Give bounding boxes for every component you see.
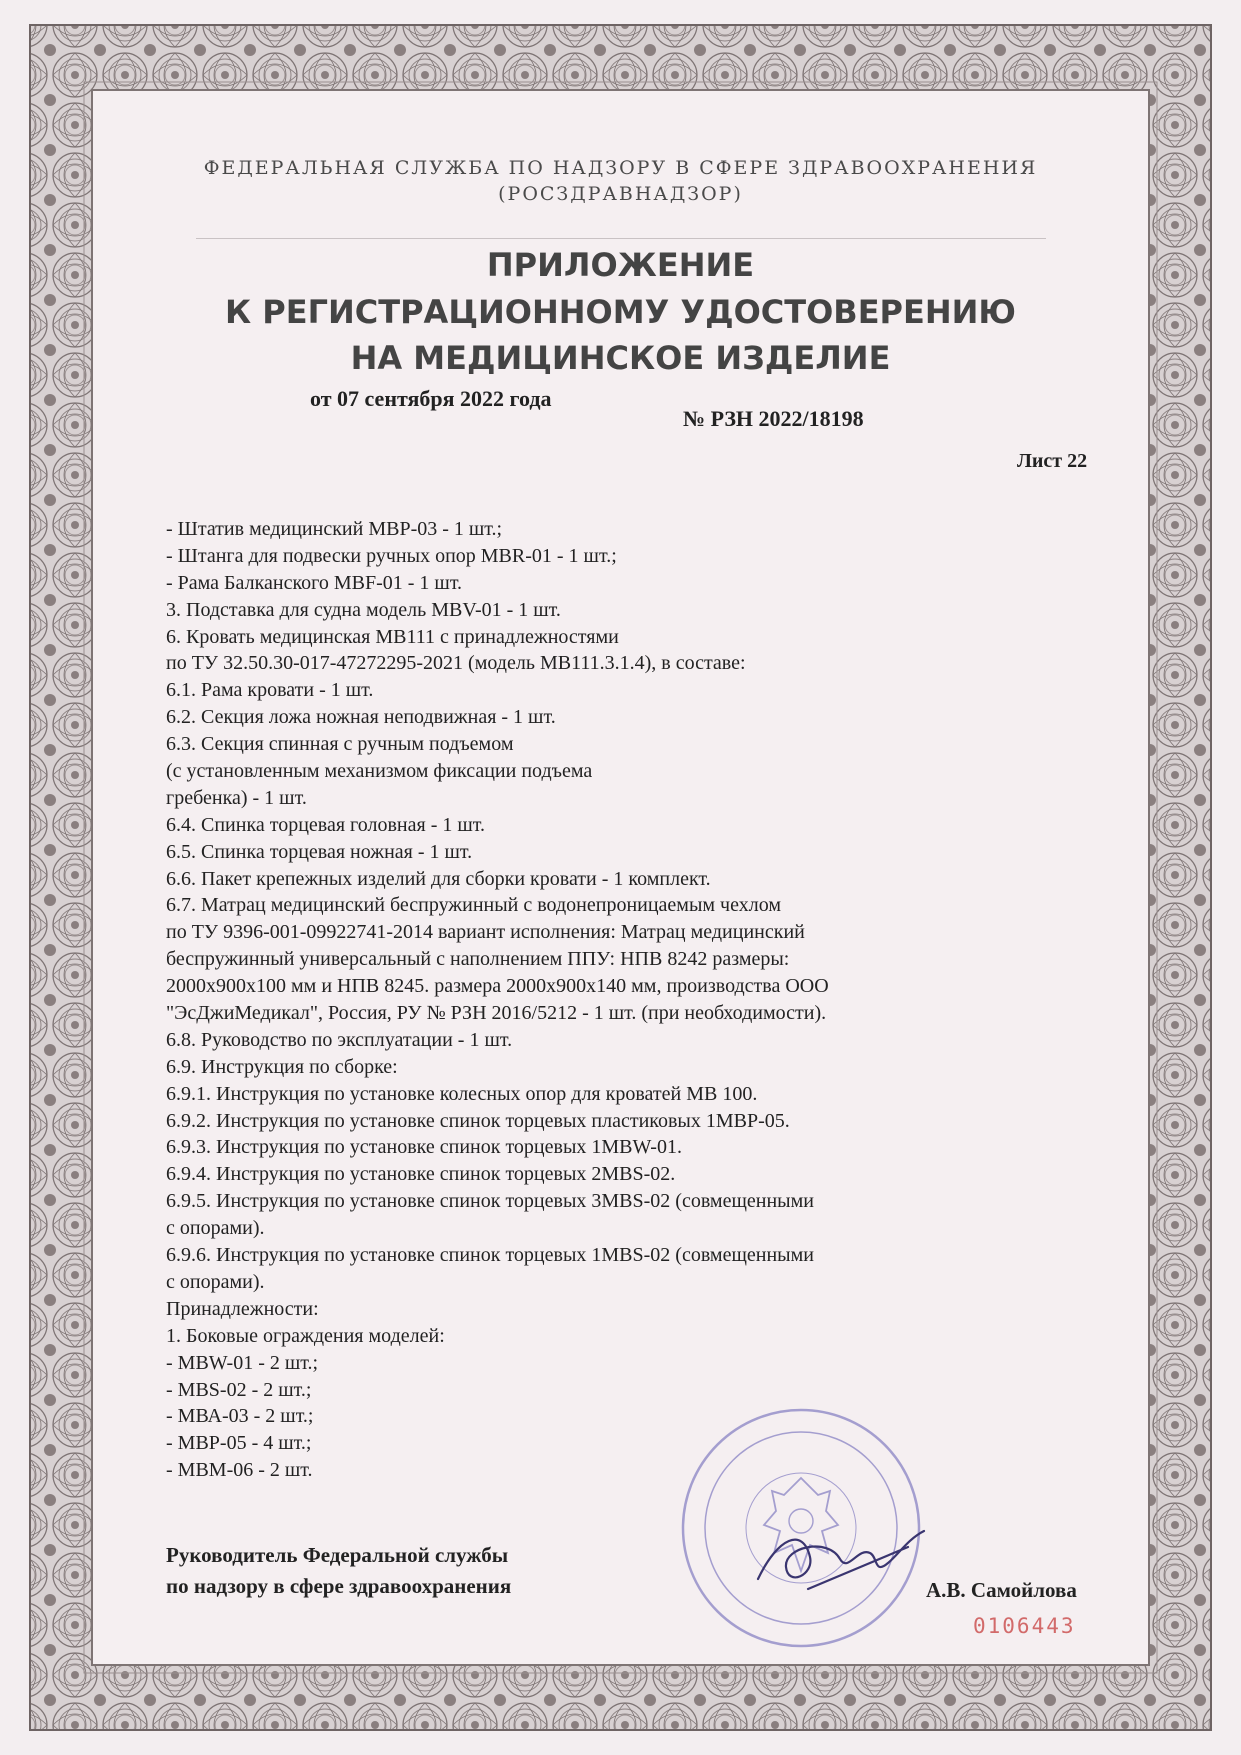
body-line: с опорами).: [166, 1217, 265, 1240]
serial-number: 0106443: [973, 1614, 1076, 1638]
body-line: 6.9.4. Инструкция по установке спинок торцевых 2MBS-02.: [166, 1163, 676, 1186]
body-line: - Штанга для подвески ручных опор MBR-01 - 1 шт.;: [166, 544, 617, 567]
body-line: 6.9.1. Инструкция по установке колесных опор для кроватей МВ 100.: [166, 1082, 758, 1105]
body-line: 6.4. Спинка торцевая головная - 1 шт.: [166, 813, 485, 836]
title-line-2: К РЕГИСТРАЦИОННОМУ УДОСТОВЕРЕНИЮ: [225, 293, 1016, 331]
body-line: 2000х900х100 мм и НПВ 8245. размера 2000х900х140 мм, производства ООО: [166, 975, 829, 998]
agency-abbreviation: (РОСЗДРАВНАДЗОР): [498, 183, 743, 205]
divider: [196, 238, 1046, 239]
registration-number: № РЗН 2022/18198: [683, 406, 864, 431]
body-line: 6.9.2. Инструкция по установке спинок торцевых пластиковых 1МВР-05.: [166, 1109, 790, 1132]
signatory-title-2: по надзору в сфере здравоохранения: [166, 1574, 512, 1598]
body-line: - MBW-01 - 2 шт.;: [166, 1351, 319, 1374]
body-line: 6.2. Секция ложа ножная неподвижная - 1 шт.: [166, 706, 556, 729]
body-line: - MBS-02 - 2 шт.;: [166, 1378, 312, 1401]
agency-name: ФЕДЕРАЛЬНАЯ СЛУЖБА ПО НАДЗОРУ В СФЕРЕ ЗДРАВООХРАНЕНИЯ: [203, 157, 1038, 179]
body-line: 6.6. Пакет крепежных изделий для сборки кровати - 1 комплект.: [166, 867, 711, 890]
body-line: - МВМ-06 - 2 шт.: [166, 1459, 313, 1482]
body-line: (с установленным механизмом фиксации подъема: [166, 760, 593, 783]
title-line-1: ПРИЛОЖЕНИЕ: [486, 246, 755, 284]
signatory-name: А.В. Самойлова: [926, 1578, 1077, 1602]
body-line: 6. Кровать медицинская МВ111 с принадлежностями: [166, 625, 619, 648]
body-line: 6.7. Матрац медицинский беспружинный с водонепроницаемым чехлом: [166, 894, 781, 917]
issue-date: от 07 сентября 2022 года: [310, 386, 552, 411]
document-body: [166, 516, 1066, 1484]
body-line: - МВА-03 - 2 шт.;: [166, 1405, 314, 1428]
body-line: по ТУ 32.50.30-017-47272295-2021 (модель МВ111.3.1.4), в составе:: [166, 652, 746, 675]
body-line: 6.8. Руководство по эксплуатации - 1 шт.: [166, 1028, 513, 1051]
body-line: 6.9.3. Инструкция по установке спинок торцевых 1MBW-01.: [166, 1136, 682, 1159]
body-line: "ЭсДжиМедикал", Россия, РУ № РЗН 2016/5212 - 1 шт. (при необходимости).: [166, 1002, 827, 1025]
signatory-title-1: Руководитель Федеральной службы: [166, 1543, 509, 1567]
body-line: 3. Подставка для судна модель MBV-01 - 1 шт.: [166, 598, 561, 621]
body-line: 6.5. Спинка торцевая ножная - 1 шт.: [166, 840, 473, 863]
signature: [748, 1517, 938, 1597]
body-line: - Штатив медицинский МВР-03 - 1 шт.;: [166, 518, 503, 540]
body-line: Принадлежности:: [166, 1297, 319, 1320]
body-line: - Рама Балканского MBF-01 - 1 шт.: [166, 571, 463, 594]
body-line: по ТУ 9396-001-09922741-2014 вариант исполнения: Матрац медицинский: [166, 921, 805, 944]
body-line: - МВР-05 - 4 шт.;: [166, 1432, 312, 1455]
body-line: 1. Боковые ограждения моделей:: [166, 1324, 445, 1347]
body-line: 6.9. Инструкция по сборке:: [166, 1055, 398, 1078]
body-line: 6.9.5. Инструкция по установке спинок торцевых 3MBS-02 (совмещенными: [166, 1190, 814, 1213]
sheet-number: Лист 22: [1017, 450, 1088, 472]
body-line: 6.9.6. Инструкция по установке спинок торцевых 1MBS-02 (совмещенными: [166, 1244, 814, 1267]
body-line: гребенка) - 1 шт.: [166, 786, 307, 809]
body-line: беспружинный универсальный с наполнением ППУ: НПВ 8242 размеры:: [166, 948, 790, 971]
body-line: 6.3. Секция спинная с ручным подъемом: [166, 733, 514, 756]
title-line-3: НА МЕДИЦИНСКОЕ ИЗДЕЛИЕ: [350, 339, 891, 377]
body-line: 6.1. Рама кровати - 1 шт.: [166, 679, 374, 702]
body-line: с опорами).: [166, 1270, 265, 1293]
